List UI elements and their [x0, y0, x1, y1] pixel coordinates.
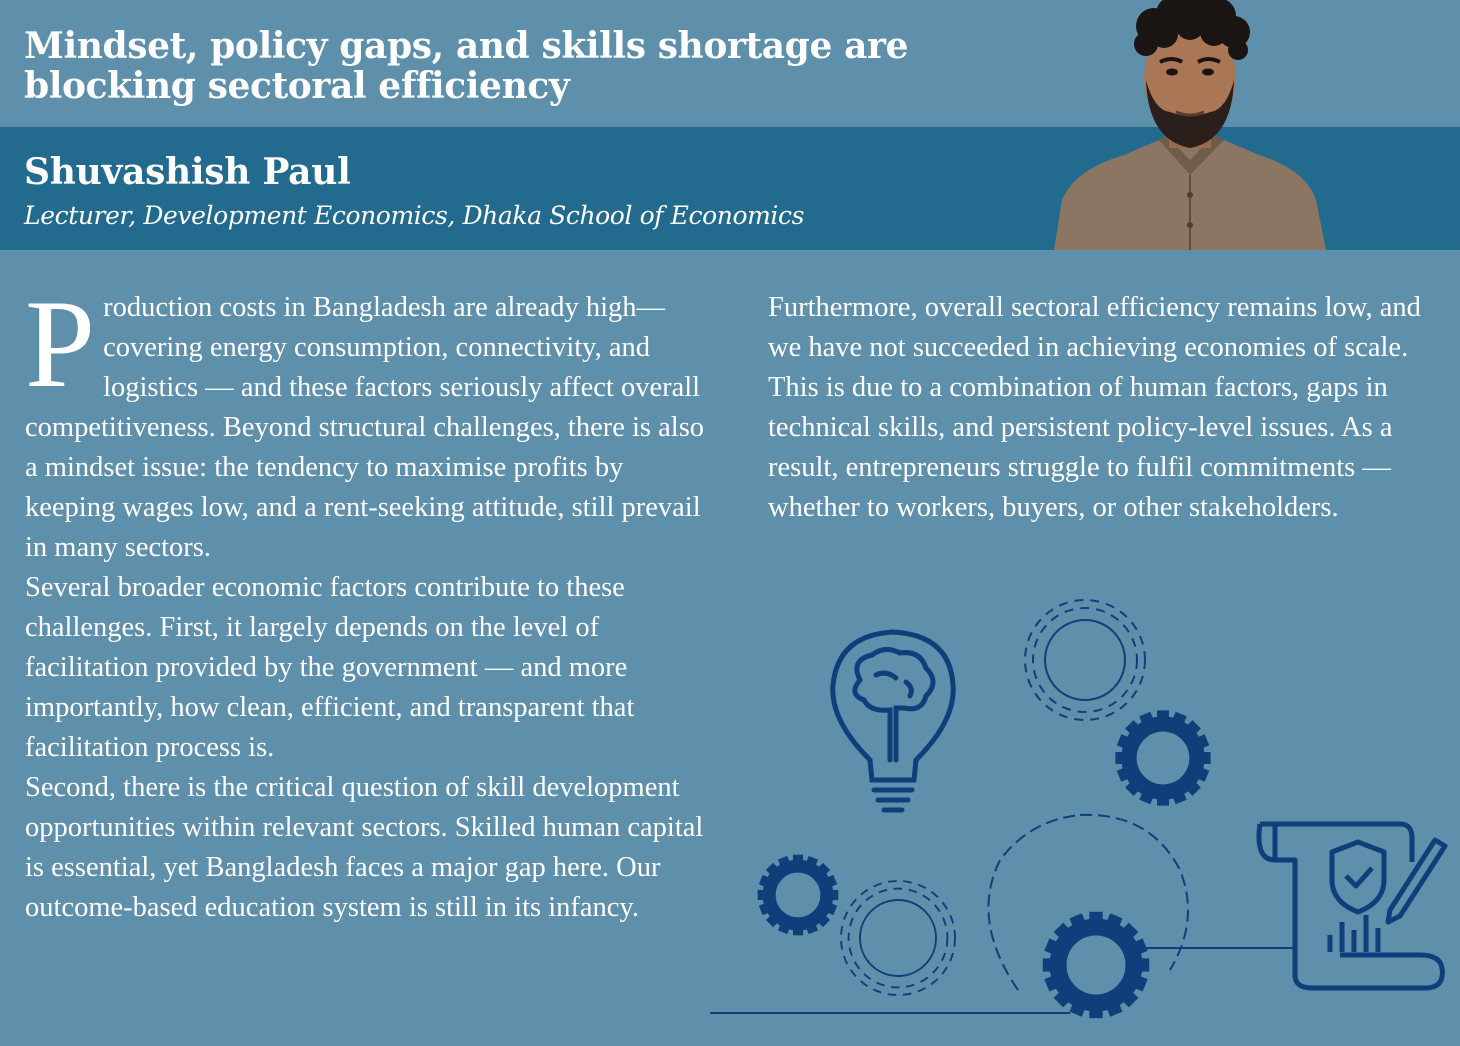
paragraph-4: Furthermore, overall sectoral efficiency remains low, and we have not succeeded in achieving economies of scale. This is due to a combination of human factors, gaps in technical skills, and persistent policy-level issues. As a result, entrepreneurs struggle to fulfil commitments — whether to workers, buyers, or other stakeholders. [768, 292, 1421, 523]
paragraph-3: Second, there is the critical question of skill development opportunities within relevant sectors. Skilled human capital is essential, yet Bangladesh faces a major gap here. Our outcome-based education system is still in its infancy. [25, 772, 704, 923]
paragraph-1: Production costs in Bangladesh are already high— covering energy consumption, connectivity, and logistics — and these factors seriously affect overall competitiveness. Beyond structural challenges, there is also a mindset issue: the tendency to maximise profits by keeping wages low, and a rent-seeking attitude, still prevail in many sectors. [25, 275, 705, 563]
author-role: Lecturer, Development Economics, Dhaka School of Economics [24, 201, 805, 230]
body-column-right [768, 288, 1440, 528]
author-portrait [1054, 0, 1326, 250]
illustration [700, 590, 1460, 1030]
headline: Mindset, policy gaps, and skills shortage are blocking sectoral efficiency [24, 25, 909, 107]
drop-cap: P [25, 275, 96, 414]
lightbulb-brain-icon [833, 632, 953, 810]
body-column-left [25, 275, 715, 928]
document-shield-chart-icon [1259, 824, 1445, 988]
author-name: Shuvashish Paul [24, 151, 351, 193]
paragraph-2: Several broader economic factors contribute to these challenges. First, it largely depends on the level of facilitation provided by the government — and more importantly, how clean, efficient, and transparent that facilitation process is. [25, 572, 635, 763]
gear-icon [758, 600, 1211, 1018]
